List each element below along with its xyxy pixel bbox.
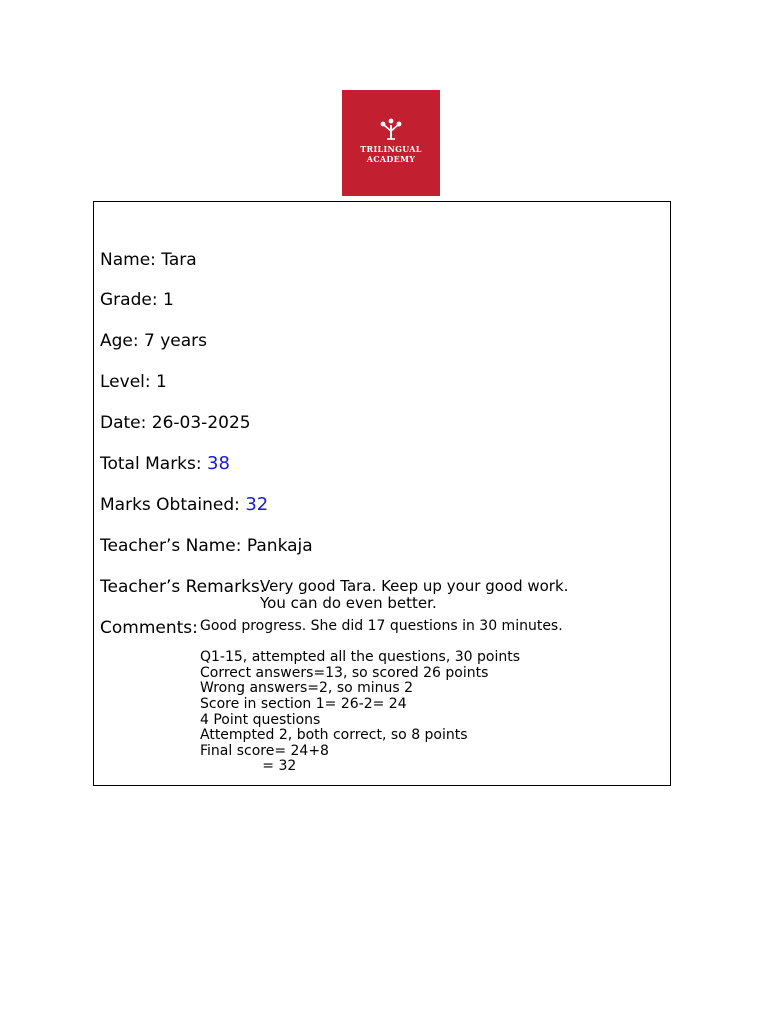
remarks-line-1: Very good Tara. Keep up your good work. [260, 577, 569, 595]
marks-obtained-row [100, 495, 268, 515]
comment-line: Q1-15, attempted all the questions, 30 points [200, 649, 521, 666]
date-label: Date: [100, 413, 147, 433]
comments-text [200, 619, 563, 775]
date-value: 26-03-2025 [151, 413, 251, 433]
date-row [100, 413, 251, 433]
comment-line: Final score= 24+8 [200, 742, 329, 759]
age-row [100, 331, 207, 351]
comment-line [200, 635, 563, 651]
name-value: Tara [161, 250, 197, 270]
teacher-remarks-label: Teacher’s Remarks: [100, 577, 266, 597]
grade-label: Grade: [100, 290, 158, 310]
age-value: 7 years [144, 331, 208, 351]
comment-line: Wrong answers=2, so minus 2 [200, 680, 414, 697]
comment-line: Correct answers=13, so scored 26 points [200, 664, 489, 681]
marks-obtained-value: 32 [245, 494, 269, 515]
level-label: Level: [100, 372, 151, 392]
total-marks-row [100, 454, 230, 474]
comment-line: Score in section 1= 26-2= 24 [200, 695, 407, 712]
tree-icon [379, 117, 403, 143]
level-row [100, 372, 167, 392]
teacher-name-row [100, 536, 313, 556]
comment-line: Good progress. She did 17 questions in 30 minutes. [200, 618, 563, 634]
comment-line: 4 Point questions [200, 711, 321, 728]
logo-text-line2: ACADEMY [366, 154, 416, 164]
name-row [100, 250, 197, 270]
level-value: 1 [156, 372, 167, 392]
name-label: Name: [100, 250, 156, 270]
teacher-name-label: Teacher’s Name: [100, 536, 242, 556]
comment-line: Attempted 2, both correct, so 8 points [200, 727, 468, 744]
age-label: Age: [100, 331, 139, 351]
total-marks-value: 38 [207, 453, 230, 474]
remarks-line-2: You can do even better. [260, 594, 437, 612]
report-card [93, 201, 671, 786]
logo-text-line1: TRILINGUAL [360, 144, 422, 154]
teacher-name-value: Pankaja [246, 536, 313, 556]
grade-value: 1 [162, 290, 174, 310]
teacher-remarks-text [260, 578, 568, 612]
comments-label: Comments: [100, 618, 198, 638]
grade-row [100, 290, 174, 310]
comment-line: = 32 [200, 758, 297, 775]
total-marks-label: Total Marks: [100, 454, 202, 474]
trilingual-academy-logo [342, 90, 440, 196]
marks-obtained-label: Marks Obtained: [100, 495, 240, 515]
